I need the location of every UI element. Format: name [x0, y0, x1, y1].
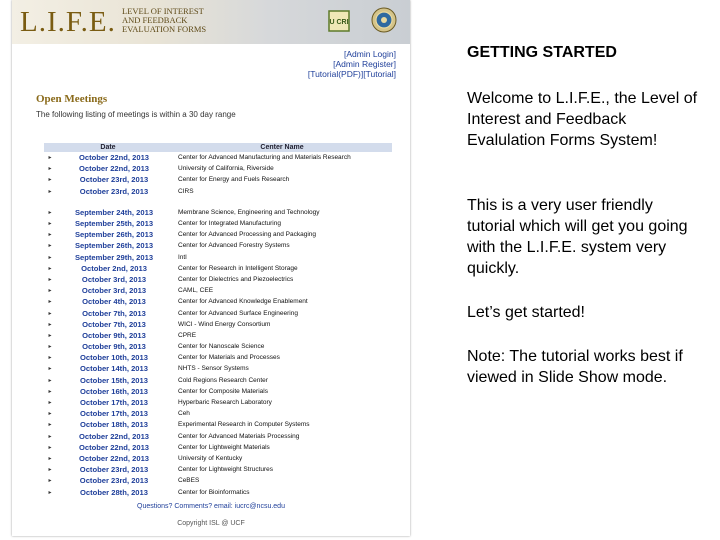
table-row[interactable]: [44, 319, 392, 330]
site-logo[interactable]: L.I.F.E.: [20, 6, 116, 38]
row-arrow-icon: ▸: [48, 411, 52, 418]
row-arrow-icon: ▸: [48, 299, 52, 306]
meeting-date-link[interactable]: October 17th, 2013: [80, 409, 148, 419]
center-column-header: Center Name: [260, 144, 304, 151]
center-name: Experimental Research in Computer Systems: [178, 421, 310, 429]
center-name: Hyperbaric Research Laboratory: [178, 399, 272, 407]
meeting-date-link[interactable]: October 18th, 2013: [80, 420, 148, 430]
row-arrow-icon: ▸: [48, 400, 52, 407]
row-arrow-icon: ▸: [48, 321, 52, 328]
center-name: University of California, Riverside: [178, 165, 274, 173]
center-name: Center for Advanced Processing and Packaging: [178, 231, 317, 239]
meeting-date-link[interactable]: October 22nd, 2013: [78, 153, 150, 163]
table-row[interactable]: [44, 352, 392, 363]
date-column-header: Date: [100, 144, 116, 151]
row-arrow-icon: ▸: [48, 188, 52, 195]
slide-paragraph-start: Let’s get started!: [467, 304, 585, 321]
table-row[interactable]: [44, 218, 392, 229]
meeting-date-link[interactable]: October 23rd, 2013: [79, 476, 149, 486]
site-header: [12, 0, 410, 44]
meeting-date-link[interactable]: October 28th, 2013: [80, 487, 148, 497]
center-name: NHTS - Sensor Systems: [178, 365, 249, 373]
table-row[interactable]: [44, 419, 392, 430]
page-title: Open Meetings: [36, 93, 108, 105]
subtitle-line: LEVEL OF INTEREST: [122, 6, 204, 16]
page-description: The following listing of meetings is within a 30 day range: [36, 110, 236, 119]
table-row[interactable]: [44, 408, 392, 419]
meeting-date-link[interactable]: September 25th, 2013: [74, 219, 154, 229]
meeting-date-link[interactable]: October 7th, 2013: [82, 319, 146, 329]
center-name: Center for Advanced Materials Processing: [178, 432, 300, 440]
row-arrow-icon: ▸: [48, 166, 52, 173]
meeting-date-link[interactable]: October 16th, 2013: [80, 386, 148, 396]
center-name: Center for Integrated Manufacturing: [178, 220, 281, 228]
table-row[interactable]: [44, 386, 392, 397]
row-arrow-icon: ▸: [48, 209, 52, 216]
meeting-date-link[interactable]: October 14th, 2013: [80, 364, 148, 374]
table-row[interactable]: [44, 363, 392, 374]
row-arrow-icon: ▸: [48, 344, 52, 351]
table-row[interactable]: [44, 240, 392, 251]
center-name: Center for Materials and Processes: [178, 354, 280, 362]
meeting-date-link[interactable]: October 23rd, 2013: [79, 186, 149, 196]
meeting-date-link[interactable]: October 22nd, 2013: [78, 453, 150, 463]
meeting-date-link[interactable]: October 17th, 2013: [80, 398, 148, 408]
row-arrow-icon: ▸: [48, 332, 52, 339]
meeting-date-link[interactable]: October 22nd, 2013: [78, 442, 150, 452]
row-arrow-icon: ▸: [48, 177, 52, 184]
meeting-date-link[interactable]: October 9th, 2013: [82, 342, 146, 352]
row-arrow-icon: ▸: [48, 276, 52, 283]
table-row[interactable]: [44, 263, 392, 274]
meeting-date-link[interactable]: October 2nd, 2013: [81, 263, 147, 273]
meeting-date-link[interactable]: October 22nd, 2013: [78, 164, 150, 174]
meeting-date-link[interactable]: October 23rd, 2013: [79, 175, 149, 185]
table-row[interactable]: [44, 431, 392, 442]
table-row[interactable]: [44, 174, 392, 185]
row-arrow-icon: ▸: [48, 232, 52, 239]
center-name: Ceh: [178, 410, 190, 418]
center-name: Center for Advanced Surface Engineering: [178, 309, 298, 317]
row-arrow-icon: ▸: [48, 254, 52, 261]
center-name: WICI - Wind Energy Consortium: [178, 320, 271, 328]
center-name: Center for Composite Materials: [178, 387, 268, 395]
center-name: Center for Lightweight Materials: [178, 443, 270, 451]
table-row[interactable]: [44, 486, 392, 497]
meeting-date-link[interactable]: September 24th, 2013: [74, 207, 154, 217]
table-row[interactable]: [44, 307, 392, 318]
mid-logo-text: U CRI: [329, 19, 349, 26]
table-row[interactable]: [44, 397, 392, 408]
row-arrow-icon: ▸: [48, 489, 52, 496]
table-row[interactable]: [44, 163, 392, 174]
ucri-logo-icon: [328, 10, 350, 32]
row-arrow-icon: ▸: [48, 455, 52, 462]
admin-login-link[interactable]: [Admin Login]: [344, 49, 396, 59]
tutorial-links[interactable]: [Tutorial(PDF)][Tutorial]: [307, 69, 396, 79]
center-name: CAML, CEE: [178, 287, 214, 295]
row-arrow-icon: ▸: [48, 265, 52, 272]
table-row[interactable]: [44, 207, 392, 218]
table-row[interactable]: [44, 152, 392, 163]
screenshot-panel: [12, 0, 410, 536]
meeting-date-link[interactable]: September 29th, 2013: [74, 252, 154, 262]
meeting-date-link[interactable]: October 23rd, 2013: [79, 465, 149, 475]
center-name: Center for Energy and Fuels Research: [178, 176, 290, 184]
row-arrow-icon: ▸: [48, 366, 52, 373]
row-arrow-icon: ▸: [48, 388, 52, 395]
table-row[interactable]: [44, 229, 392, 240]
seal-icon: [371, 7, 397, 33]
center-name: Center for Nanoscale Science: [178, 343, 265, 351]
meeting-date-link[interactable]: October 7th, 2013: [82, 308, 146, 318]
center-name: Center for Lightweight Structures: [178, 466, 274, 474]
row-arrow-icon: ▸: [48, 422, 52, 429]
site-subtitle: [122, 7, 206, 34]
footer-contact[interactable]: Questions? Comments? email: iucrc@ncsu.edu: [137, 503, 285, 510]
table-row[interactable]: [44, 341, 392, 352]
meeting-date-link[interactable]: October 4th, 2013: [82, 297, 146, 307]
center-name: Center for Research in Intelligent Storage: [178, 264, 298, 272]
row-arrow-icon: ▸: [48, 467, 52, 474]
meetings-group-2: [44, 207, 392, 498]
row-arrow-icon: ▸: [48, 221, 52, 228]
footer-copyright: Copyright ISL @ UCF: [177, 520, 245, 527]
table-row[interactable]: [44, 442, 392, 453]
table-row[interactable]: [44, 330, 392, 341]
row-arrow-icon: ▸: [48, 355, 52, 362]
center-name: Membrane Science, Engineering and Technology: [178, 208, 320, 216]
slide-paragraph-note: Note: The tutorial works best if viewed in Slide Show mode.: [467, 348, 683, 386]
meeting-date-link[interactable]: October 9th, 2013: [82, 330, 146, 340]
row-arrow-icon: ▸: [48, 288, 52, 295]
table-row[interactable]: [44, 464, 392, 475]
meeting-date-link[interactable]: September 26th, 2013: [74, 230, 154, 240]
table-row[interactable]: [44, 453, 392, 464]
row-arrow-icon: ▸: [48, 444, 52, 451]
subtitle-line: EVALUATION FORMS: [122, 24, 207, 34]
table-header: [44, 143, 392, 152]
slide-paragraph-welcome: Welcome to L.I.F.E., the Level of Interest and Feedback Evalulation Forms System!: [467, 90, 698, 149]
center-name: Center for Bioinformatics: [178, 488, 250, 496]
table-row[interactable]: [44, 375, 392, 386]
center-name: Center for Advanced Manufacturing and Materials Research: [178, 154, 351, 162]
row-arrow-icon: ▸: [48, 433, 52, 440]
center-name: University of Kentucky: [178, 454, 243, 462]
meetings-table: [44, 143, 392, 498]
meeting-date-link[interactable]: October 22nd, 2013: [78, 431, 150, 441]
center-name: CPRE: [178, 331, 197, 339]
table-row[interactable]: [44, 274, 392, 285]
slide-heading: GETTING STARTED: [467, 44, 617, 61]
meetings-group-1: [44, 152, 392, 197]
center-name: Center for Advanced Knowledge Enablement: [178, 298, 308, 306]
group-gap: [44, 197, 392, 207]
table-row[interactable]: [44, 475, 392, 486]
meeting-date-link[interactable]: October 10th, 2013: [80, 353, 148, 363]
meeting-date-link[interactable]: October 15th, 2013: [80, 375, 148, 385]
meeting-date-link[interactable]: October 3rd, 2013: [81, 286, 147, 296]
center-name: Center for Advanced Forestry Systems: [178, 242, 290, 250]
center-name: CeBES: [178, 477, 200, 485]
center-name: Intl: [178, 253, 187, 261]
row-arrow-icon: ▸: [48, 310, 52, 317]
admin-links: [308, 49, 396, 79]
center-name: Center for Dielectrics and Piezoelectrics: [178, 275, 294, 283]
admin-register-link[interactable]: [Admin Register]: [333, 59, 396, 69]
row-arrow-icon: ▸: [48, 155, 52, 162]
table-row[interactable]: [44, 252, 392, 263]
center-name: CIRS: [178, 187, 194, 195]
table-row[interactable]: [44, 186, 392, 197]
meeting-date-link[interactable]: September 26th, 2013: [74, 241, 154, 251]
table-row[interactable]: [44, 296, 392, 307]
row-arrow-icon: ▸: [48, 478, 52, 485]
row-arrow-icon: ▸: [48, 377, 52, 384]
center-name: Cold Regions Research Center: [178, 376, 268, 384]
table-row[interactable]: [44, 285, 392, 296]
slide-paragraph-tutorial: This is a very user friendly tutorial which will get you going with the L.I.F.E. system very quickly.: [467, 197, 688, 277]
row-arrow-icon: ▸: [48, 243, 52, 250]
subtitle-line: AND FEEDBACK: [122, 15, 188, 25]
meeting-date-link[interactable]: October 3rd, 2013: [81, 274, 147, 284]
